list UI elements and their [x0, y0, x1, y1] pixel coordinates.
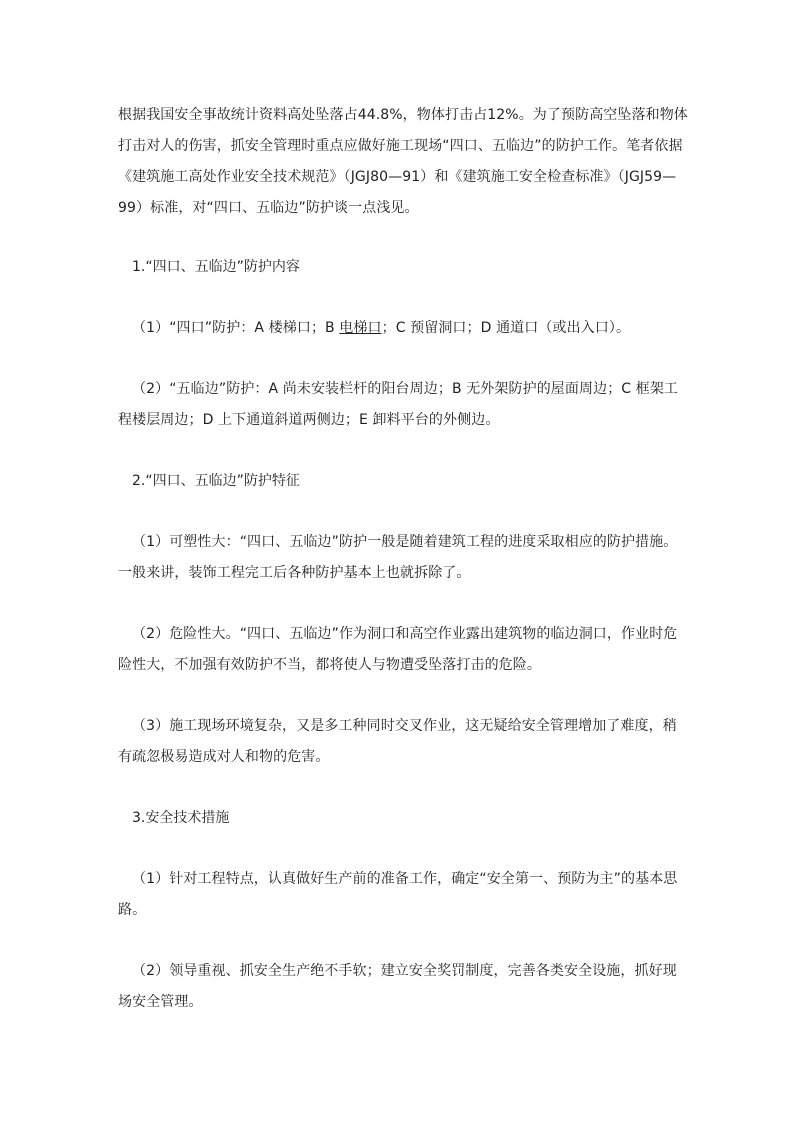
- section-2-item-3: （3）施工现场环境复杂，又是多工种同时交叉作业，这无疑给安全管理增加了难度，稍有疏忽极易造成对人和物的危害。: [118, 718, 677, 765]
- section-3-item-1: （1）针对工程特点，认真做好生产前的准备工作，确定“安全第一、预防为主”的基本思路。: [118, 871, 678, 918]
- section-1-item-1: [118, 313, 688, 344]
- section-1-heading: 1.“四口、五临边”防护内容: [132, 259, 300, 275]
- document-body: [118, 100, 688, 1048]
- section-2-item-1: （1）可塑性大：“四口、五临边”防护一般是随着建筑工程的进度采取相应的防护措施。一般来讲，装饰工程完工后各种防护基本上也就拆除了。: [118, 534, 678, 581]
- section-2-item-2: （2）危险性大。“四口、五临边”作为洞口和高空作业露出建筑物的临边洞口，作业时危险性大，不加强有效防护不当，都将使人与物遭受坠落打击的危险。: [118, 626, 678, 673]
- section-1-item-1-prefix: （1）“四口”防护：A 楼梯口；B: [132, 320, 340, 336]
- section-3-item-2: （2）领导重视、抓安全生产绝不手软；建立安全奖罚制度，完善各类安全设施，抓好现场安全管理。: [118, 963, 677, 1010]
- intro-paragraph: 根据我国安全事故统计资料高处坠落占44.8%，物体打击占12%。为了预防高空坠落和物体打击对人的伤害，抓安全管理时重点应做好施工现场“四口、五临边”的防护工作。笔者依据《建筑施工高处作业安全技术规范》（JGJ80—91）和《建筑施工安全检查标准》（JGJ59—99）标准，对“四口、五临边”防护谈一点浅见。: [118, 107, 688, 216]
- section-2-heading: 2.“四口、五临边”防护特征: [132, 473, 300, 489]
- section-1-item-2: （2）“五临边”防护：A 尚未安装栏杆的阳台周边；B 无外架防护的屋面周边；C 框架工程楼层周边；D 上下通道斜道两侧边；E 卸料平台的外侧边。: [118, 381, 679, 428]
- elevator-opening-link[interactable]: 电梯口: [339, 320, 382, 336]
- section-1-item-1-suffix: ；C 预留洞口；D 通道口（或出入口）。: [381, 320, 631, 336]
- section-3-heading: 3.安全技术措施: [132, 810, 230, 826]
